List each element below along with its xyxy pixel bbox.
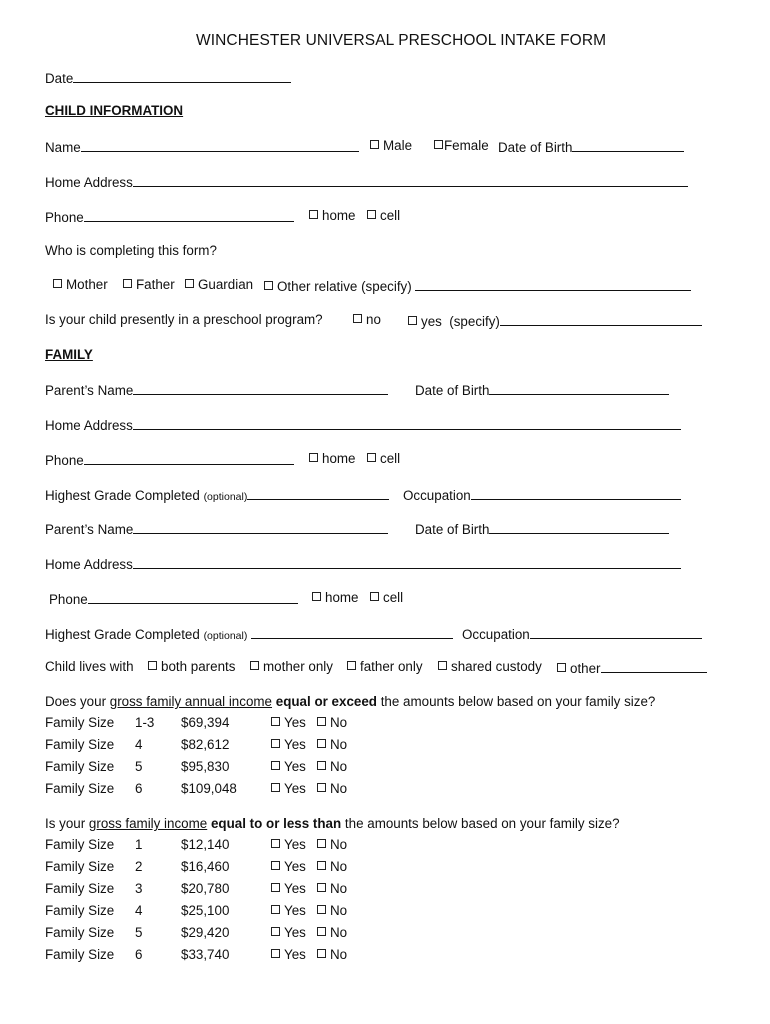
income-no-label: No: [330, 859, 348, 874]
parent2-phone-row: [49, 591, 298, 606]
completer-guardian-group[interactable]: [185, 278, 253, 291]
child-phone-row: [45, 209, 294, 224]
income-no-option[interactable]: [317, 716, 347, 729]
lives-with-other-field[interactable]: [601, 660, 707, 673]
income-amount: $109,048: [181, 781, 237, 796]
child-address-row: [45, 174, 688, 189]
parent1-occupation-label: Occupation: [403, 488, 471, 503]
lives-with-other-label: other: [570, 661, 601, 676]
parent2-grade-label: Highest Grade Completed: [45, 627, 200, 642]
income-no-checkbox[interactable]: [317, 949, 326, 958]
parent2-occupation-label: Occupation: [462, 627, 530, 642]
parent2-phone-cell-checkbox[interactable]: [370, 592, 379, 601]
lives-with-label: Child lives with: [45, 659, 134, 674]
parent1-phone-field[interactable]: [84, 452, 294, 465]
income-no-label: No: [330, 881, 348, 896]
income-no-option[interactable]: [317, 782, 347, 795]
male-checkbox-group[interactable]: [370, 139, 412, 152]
income-no-checkbox[interactable]: [317, 783, 326, 792]
income-exceed-q-start: Does your: [45, 694, 110, 709]
parent1-dob-row: [415, 382, 669, 397]
female-checkbox-group[interactable]: [434, 139, 489, 152]
child-phone-home-checkbox[interactable]: [309, 210, 318, 219]
income-yes-option[interactable]: [271, 838, 306, 851]
income-yes-label: Yes: [284, 859, 306, 874]
family-size-label: Family Size: [45, 881, 115, 896]
parent1-phone-home-group[interactable]: [309, 452, 356, 465]
parent1-phone-home-label: home: [322, 451, 356, 466]
preschool-no-group[interactable]: [353, 313, 381, 326]
child-dob-label: Date of Birth: [498, 140, 573, 155]
parent1-dob-label: Date of Birth: [415, 383, 490, 398]
family-size-label: Family Size: [45, 837, 115, 852]
parent1-phone-home-checkbox[interactable]: [309, 453, 318, 462]
lives-with-other-checkbox[interactable]: [557, 663, 566, 672]
family-size-value: 5: [135, 925, 143, 940]
female-label: Female: [444, 138, 489, 153]
completer-guardian-checkbox[interactable]: [185, 279, 194, 288]
parent2-occupation-row: [462, 626, 702, 641]
income-no-option[interactable]: [317, 904, 347, 917]
parent2-name-field[interactable]: [133, 521, 388, 534]
income-no-option[interactable]: [317, 860, 347, 873]
parent2-phone-field[interactable]: [88, 591, 298, 604]
lives-with-both-group[interactable]: [148, 660, 235, 673]
parent2-address-field[interactable]: [133, 556, 681, 569]
income-yes-option[interactable]: [271, 738, 306, 751]
child-name-row: [45, 139, 359, 154]
parent1-phone-cell-label: cell: [380, 451, 401, 466]
parent1-grade-label: Highest Grade Completed: [45, 488, 200, 503]
parent2-grade-row: [45, 626, 453, 642]
parent1-phone-cell-checkbox[interactable]: [367, 453, 376, 462]
income-no-label: No: [330, 947, 348, 962]
income-less-q-bold: equal to or less than: [210, 816, 342, 831]
income-no-checkbox[interactable]: [317, 761, 326, 770]
income-no-label: No: [330, 759, 348, 774]
family-size-label: Family Size: [45, 947, 115, 962]
completer-guardian-label: Guardian: [198, 277, 254, 292]
completing-question: Who is completing this form?: [45, 243, 217, 258]
income-yes-checkbox[interactable]: [271, 861, 280, 870]
family-size-value: 2: [135, 859, 143, 874]
income-amount: $20,780: [181, 881, 230, 896]
form-title: WINCHESTER UNIVERSAL PRESCHOOL INTAKE FORM: [196, 32, 607, 49]
completer-father-label: Father: [136, 277, 175, 292]
lives-with-shared-checkbox[interactable]: [438, 661, 447, 670]
parent1-occupation-row: [403, 487, 681, 502]
lives-with-mother-label: mother only: [263, 659, 333, 674]
completer-mother-checkbox[interactable]: [53, 279, 62, 288]
preschool-specify-field[interactable]: [500, 313, 702, 326]
parent2-phone-home-checkbox[interactable]: [312, 592, 321, 601]
income-amount: $82,612: [181, 737, 230, 752]
parent2-occupation-field[interactable]: [530, 626, 702, 639]
income-yes-option[interactable]: [271, 782, 306, 795]
parent2-name-row: [45, 521, 388, 536]
parent2-name-label: Parent’s Name: [45, 522, 134, 537]
income-yes-option[interactable]: [271, 760, 306, 773]
parent1-address-label: Home Address: [45, 418, 133, 433]
income-amount: $69,394: [181, 715, 230, 730]
parent2-phone-cell-group[interactable]: [370, 591, 403, 604]
family-size-label: Family Size: [45, 903, 115, 918]
income-no-option[interactable]: [317, 760, 347, 773]
child-phone-label: Phone: [45, 210, 84, 225]
parent1-dob-field[interactable]: [489, 382, 669, 395]
income-no-label: No: [330, 837, 348, 852]
child-phone-cell-group[interactable]: [367, 209, 400, 222]
parent2-dob-row: [415, 521, 669, 536]
family-size-label: Family Size: [45, 759, 115, 774]
income-yes-option[interactable]: [271, 882, 306, 895]
child-section-heading: CHILD INFORMATION: [45, 103, 184, 118]
child-phone-home-label: home: [322, 208, 356, 223]
income-yes-option[interactable]: [271, 716, 306, 729]
income-no-label: No: [330, 715, 348, 730]
income-no-checkbox[interactable]: [317, 861, 326, 870]
income-no-checkbox[interactable]: [317, 739, 326, 748]
parent2-phone-cell-label: cell: [383, 590, 404, 605]
family-size-label: Family Size: [45, 781, 115, 796]
income-yes-option[interactable]: [271, 948, 306, 961]
date-row: [45, 70, 291, 85]
income-exceed-q-end: the amounts below based on your family size?: [376, 694, 656, 709]
income-yes-label: Yes: [284, 837, 306, 852]
income-yes-option[interactable]: [271, 904, 306, 917]
lives-with-other-group[interactable]: [557, 660, 707, 675]
preschool-no-label: no: [366, 312, 381, 327]
lives-with-father-checkbox[interactable]: [347, 661, 356, 670]
parent2-dob-label: Date of Birth: [415, 522, 490, 537]
parent1-phone-label: Phone: [45, 453, 84, 468]
child-phone-cell-checkbox[interactable]: [367, 210, 376, 219]
income-no-checkbox[interactable]: [317, 927, 326, 936]
child-name-label: Name: [45, 140, 81, 155]
income-less-q-underlined: gross family income: [88, 816, 208, 831]
family-size-value: 4: [135, 903, 143, 918]
lives-with-both-checkbox[interactable]: [148, 661, 157, 670]
income-yes-option[interactable]: [271, 860, 306, 873]
family-size-value: 5: [135, 759, 143, 774]
parent1-grade-field[interactable]: [247, 487, 389, 500]
income-less-q-start: Is your: [45, 816, 89, 831]
family-size-value: 4: [135, 737, 143, 752]
income-yes-label: Yes: [284, 881, 306, 896]
family-size-value: 6: [135, 781, 143, 796]
income-yes-option[interactable]: [271, 926, 306, 939]
preschool-yes-checkbox[interactable]: [408, 316, 417, 325]
parent1-occupation-field[interactable]: [471, 487, 681, 500]
preschool-no-checkbox[interactable]: [353, 314, 362, 323]
parent2-address-row: [45, 556, 681, 571]
income-no-checkbox[interactable]: [317, 839, 326, 848]
parent1-phone-cell-group[interactable]: [367, 452, 400, 465]
income-yes-label: Yes: [284, 781, 306, 796]
income-yes-label: Yes: [284, 737, 306, 752]
income-exceed-q-underlined: gross family annual income: [109, 694, 273, 709]
family-size-label: Family Size: [45, 715, 115, 730]
parent2-grade-field[interactable]: [251, 626, 453, 639]
male-label: Male: [383, 138, 413, 153]
income-yes-label: Yes: [284, 925, 306, 940]
child-phone-home-group[interactable]: [309, 209, 356, 222]
income-no-checkbox[interactable]: [317, 905, 326, 914]
family-size-value: 6: [135, 947, 143, 962]
date-field[interactable]: [73, 70, 291, 83]
completer-other-group[interactable]: [264, 278, 691, 293]
income-no-checkbox[interactable]: [317, 883, 326, 892]
child-phone-cell-label: cell: [380, 208, 401, 223]
income-yes-checkbox[interactable]: [271, 717, 280, 726]
family-size-label: Family Size: [45, 859, 115, 874]
income-yes-checkbox[interactable]: [271, 839, 280, 848]
parent1-name-row: [45, 382, 388, 397]
family-size-value: 1-3: [135, 715, 155, 730]
child-address-field[interactable]: [133, 174, 688, 187]
income-no-option[interactable]: [317, 882, 347, 895]
income-yes-label: Yes: [284, 903, 306, 918]
preschool-yes-label: yes (specify): [421, 314, 500, 329]
parent1-grade-optional: (optional): [203, 491, 248, 503]
income-no-label: No: [330, 925, 348, 940]
income-yes-checkbox[interactable]: [271, 883, 280, 892]
preschool-yes-group[interactable]: [408, 313, 702, 328]
income-no-label: No: [330, 737, 348, 752]
family-size-value: 3: [135, 881, 143, 896]
parent1-address-field[interactable]: [133, 417, 681, 430]
completer-other-field[interactable]: [415, 278, 691, 291]
lives-with-father-group[interactable]: [347, 660, 423, 673]
income-no-option[interactable]: [317, 948, 347, 961]
income-amount: $25,100: [181, 903, 230, 918]
income-yes-checkbox[interactable]: [271, 739, 280, 748]
income-yes-checkbox[interactable]: [271, 905, 280, 914]
lives-with-both-label: both parents: [161, 659, 236, 674]
child-dob-row: [498, 139, 684, 154]
income-yes-checkbox[interactable]: [271, 783, 280, 792]
completer-mother-label: Mother: [66, 277, 108, 292]
lives-with-mother-checkbox[interactable]: [250, 661, 259, 670]
family-size-label: Family Size: [45, 737, 115, 752]
child-address-label: Home Address: [45, 175, 133, 190]
completer-father-group[interactable]: [123, 278, 175, 291]
male-checkbox[interactable]: [370, 140, 379, 149]
parent2-address-label: Home Address: [45, 557, 133, 572]
lives-with-shared-group[interactable]: [438, 660, 542, 673]
income-exceed-q-bold: equal or exceed: [275, 694, 377, 709]
income-no-label: No: [330, 903, 348, 918]
income-no-option[interactable]: [317, 838, 347, 851]
income-yes-checkbox[interactable]: [271, 949, 280, 958]
income-exceed-question: [45, 695, 655, 708]
lives-with-mother-group[interactable]: [250, 660, 333, 673]
income-less-question: [45, 817, 620, 830]
parent1-name-label: Parent’s Name: [45, 383, 134, 398]
lives-with-father-label: father only: [360, 659, 423, 674]
income-less-q-end: the amounts below based on your family size?: [341, 816, 620, 831]
child-phone-field[interactable]: [84, 209, 294, 222]
child-name-field[interactable]: [81, 139, 359, 152]
parent2-phone-label: Phone: [49, 592, 88, 607]
income-yes-label: Yes: [284, 759, 306, 774]
income-no-label: No: [330, 781, 348, 796]
completer-other-label: Other relative (specify): [277, 279, 412, 294]
completer-father-checkbox[interactable]: [123, 279, 132, 288]
family-section-heading: FAMILY: [45, 347, 93, 362]
parent1-address-row: [45, 417, 681, 432]
income-yes-label: Yes: [284, 947, 306, 962]
income-amount: $12,140: [181, 837, 230, 852]
female-checkbox[interactable]: [434, 140, 443, 149]
completer-mother-group[interactable]: [53, 278, 108, 291]
parent1-grade-row: [45, 487, 389, 503]
child-dob-field[interactable]: [572, 139, 684, 152]
parent2-dob-field[interactable]: [489, 521, 669, 534]
income-yes-label: Yes: [284, 715, 306, 730]
parent1-phone-row: [45, 452, 294, 467]
income-amount: $33,740: [181, 947, 230, 962]
preschool-question: Is your child presently in a preschool program?: [45, 312, 323, 327]
family-size-value: 1: [135, 837, 143, 852]
income-amount: $29,420: [181, 925, 230, 940]
parent1-name-field[interactable]: [133, 382, 388, 395]
parent2-phone-home-label: home: [325, 590, 359, 605]
income-amount: $95,830: [181, 759, 230, 774]
income-amount: $16,460: [181, 859, 230, 874]
income-yes-checkbox[interactable]: [271, 761, 280, 770]
family-size-label: Family Size: [45, 925, 115, 940]
income-no-option[interactable]: [317, 926, 347, 939]
lives-with-shared-label: shared custody: [451, 659, 542, 674]
parent2-phone-home-group[interactable]: [312, 591, 359, 604]
parent2-grade-optional: (optional): [203, 630, 248, 642]
income-no-option[interactable]: [317, 738, 347, 751]
income-no-checkbox[interactable]: [317, 717, 326, 726]
date-label: Date: [45, 71, 74, 86]
completer-other-checkbox[interactable]: [264, 281, 273, 290]
income-yes-checkbox[interactable]: [271, 927, 280, 936]
